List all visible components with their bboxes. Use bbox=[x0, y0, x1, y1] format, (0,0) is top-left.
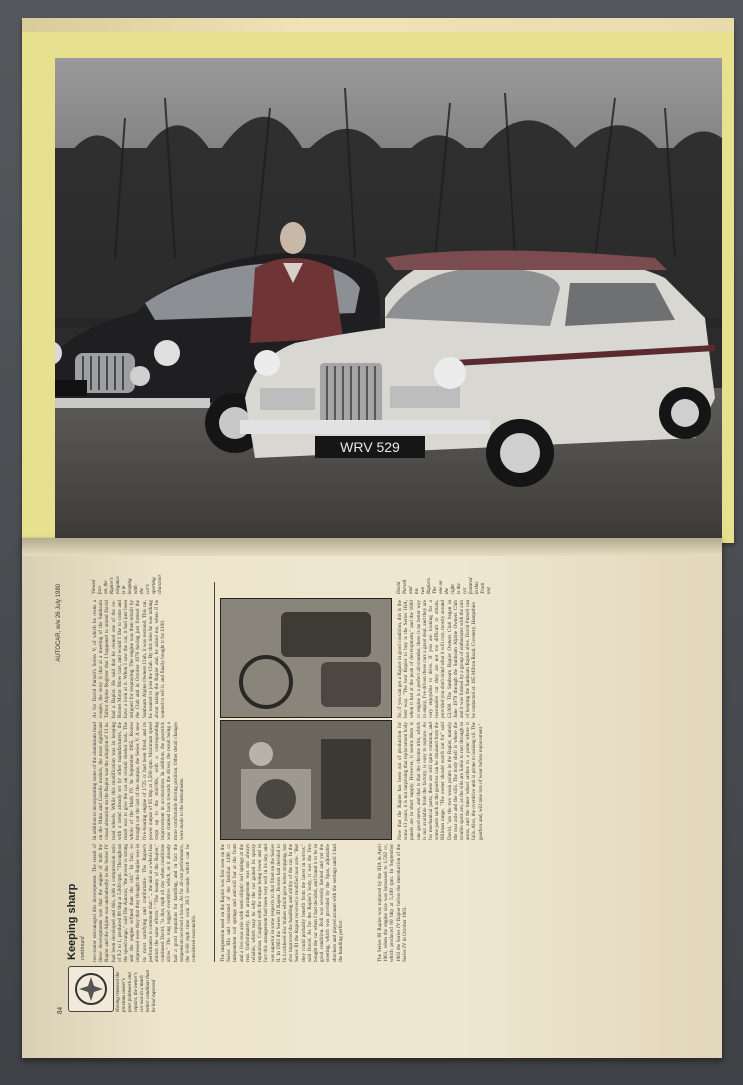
club-logo-icon bbox=[68, 966, 114, 1012]
caption-right: David Pursell and his two Rapiers. The one on the right is the car featured in this Track test bbox=[397, 577, 492, 594]
interior-photo bbox=[220, 598, 392, 718]
engine-bay-photo bbox=[220, 720, 392, 840]
main-photo bbox=[55, 58, 722, 548]
divider-rule bbox=[214, 582, 215, 962]
page-number: 84 bbox=[56, 1007, 64, 1014]
number-plate-front: WRV 529 bbox=[340, 439, 400, 455]
page-gutter bbox=[22, 538, 722, 556]
running-head: AUTOCAR, w/e 26 July 1980 bbox=[56, 584, 62, 662]
article-column-3: As for David Pursell's Series V, of which he owns a couple, the story is that at a meeting of the Sunbeam Talbot Alpine Register that I happened to attend David had a Rapier. He said that he owned one of the ex-Rootes Motor Show cars, and would I like to come and have a look at it. When I saw the car, it had just been stripped for respraying. The engine was then rebuilt by the Club and in October 1976 having just formed the Sunbeam Alpine Owners Club, it was restored. This car, he wanted to join the Club. By this time he was talking about taking the Rapier and, he asked me, when if he wanted to sell it, and finally bought it for £100. bbox=[92, 600, 167, 718]
article-column-6: The Series III Rapier was replaced by the IIIA in April 1961, when the engine size was increased to 1,592 cc, which produced 80 bhp at 5,100 rpm. In September 1963 the Series IV Rapier before the introduction of the Series IV in October 1963. bbox=[377, 844, 408, 962]
caption-left: Having removed the previous owner's poor paintwork and repairs, the owner's car was in a much better condition than he had expected bbox=[116, 970, 157, 1012]
caption-top: Viewed face on, the Rapier's elegance is in keeping with the car's sporting character bbox=[92, 574, 163, 594]
article-subtitle: continued bbox=[80, 936, 86, 960]
article-title: Keeping sharp bbox=[66, 883, 78, 960]
article-column-5: The suspension used on the Rapier was first seen on the Series IIIa and consisted of the familiar 1498 cc independent coil springs and anti-roll bar at the front and a live rear axle with semi-elliptic leaf springs at the rear. Unfortunately, this arrangement was not always reliable, which may be why the car gained its sporty reputation. Coupled with the torque being lower and in fact this arrangement had been very well in its day, and was superior in some respects to that fitted on the Series II. In 1963 the Series III Rapier, Rootes had decided to fit Lockheed disc brakes which gave better stopping, but also improved the handling and ability of the car. In the Series III the Rapier received a modified rear axle. "But they could probably benefit from the latest in servos," said David. As for the Rapier's body, it was the first bought the car when I had decided, and found it to be in good condition. Roll was severely limited and yet the steering, which was provided by the Spax, adjustable shockers and played around with the settings until I had the handling perfect. bbox=[220, 844, 344, 962]
cars-photo-illustration bbox=[55, 58, 722, 548]
page-edge bbox=[22, 18, 734, 32]
article-column-1: two-seater encouraged this development. The result of these developments was that the engine of both the Rapier and the Alpine was undoubtedly in the Series IV had been developed and this, with a compression ratio of 9.2 to 1, produced 88 bhp at 5,800 rpm. "Throughout the speed range," said The Autocar, "the power is strong and the engine refined than the old." In fact, so impressed were they that they thought the Rapier was in its most satisfying and comfortable. The Rapier's performance is comment that: "... the unit as a whole has almost the same effects." "The beauty of the Rapier," continued David, "is that, mph all day when conditions allow." The long legged overdrive which, as it already had a good reputation for handling, and in fact the suspension received a boost. As for all-out performance, the 0-60 mph time took 28.5 seconds which can be considered reasonable. bbox=[92, 844, 198, 962]
article-column-2: In addition to incorporating some of the aluminium head on the Minx and Gazelle models, the most significant visual alteration on the Rapier was the adoption of 13 in. road wheels. While this modification was in keeping with a trend already set by other manufacturers, the result was to give the car an overall sleeker look. The whole of the Mark IV. In September 1965, Rootes brought out the last of the marque, the Series V. A new five-bearing engine of 1725 cc had been fitted, and its power output of 85 bhp at 5,500 rpm. Maximum speed crept up to the mid-90s, with a corresponding improvement in acceleration. In addition, the gearstick was cranked back towards the driver, the result being a more comfortable driving position. Other detail changes were made to the instruments. bbox=[92, 722, 185, 840]
top-page bbox=[22, 18, 734, 543]
article-page bbox=[22, 538, 722, 1058]
article-column-4: Now that the Rapier has been out of production for some 13 years, it is not surprising that replacement body panels are in short supply. However, it seems there is one good news, and that is that the chrome trim, which is not available from the factory, is easy to replace. As for mechanical parts, these are still quite common, and some parts such as the gearbox can be obtained from the Hillman range. "The owner should watch out for" said David, "are the two weak points in the Rapier, namely the rear axle and the sills. The body shell is where the trouble spots are, as the sills are liable to rust through in areas, and the inner wheel arches to a point where it fails. Also, the overdrive unit is prone to leaking oil. The gearbox and, will take lots of wear before replacement." bbox=[397, 722, 484, 840]
article-rotated-block bbox=[52, 574, 712, 1018]
article-column-7: So, if you can get a Rapier in good condition, this is the best way. "The best Rapier to buy is the Series IIIA, when it had at the peak of development," and the 1600 cc engine is a perfect all-rounder, there is no better way to enjoy, I've driven these cars a great deal, and they are very enjoyable to drive. If you are looking for a reasonable car they are not too difficult to obtain, provided you don't mind what it will cost, mostly around £2,000. The Sunbeam Rapier Owners Club began in June 1979 through the Sunbeam Alpine Owners Club and it was formed by a group of enthusiasts with the aim of keeping the Sunbeam Rapier alive. David Pursell can be contacted at: 165 Milton Road, Coventry, Hampshire bbox=[397, 600, 478, 718]
